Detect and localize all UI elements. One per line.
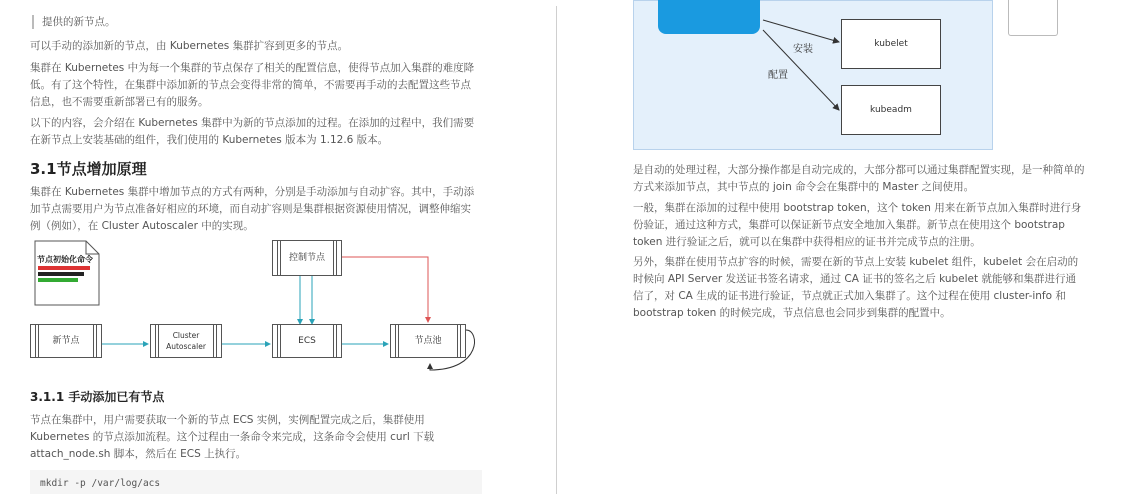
node-new	[30, 324, 102, 358]
node-pool	[390, 324, 466, 358]
node-pool-label: 节点池	[414, 335, 442, 346]
document-title: 节点初始化命令	[37, 255, 93, 264]
arrow-label-config: 配置	[768, 70, 788, 81]
intro-paragraph-3: 以下的内容，会介绍在 Kubernetes 集群中为新的节点添加的过程。在添加的过程中，我们需要在新节点上安装基础的组件，我们使用的 Kubernetes 版本为 1.12.6 版本。	[30, 117, 475, 146]
subsection-title: 3.1.1 手动添加已有节点	[30, 390, 165, 404]
node-control	[272, 240, 342, 276]
right-paragraph-1: 是自动的处理过程，大部分操作都是自动完成的，大部分都可以通过集群配置实现，是一种简单的方式来添加节点，其中节点的 join 命令会在集群中的 Master 之间使用。	[633, 164, 1085, 193]
arrow-label-install: 安装	[793, 44, 813, 55]
subsection-paragraph: 节点在集群中，用户需要获取一个新的节点 ECS 实例，实例配置完成之后，集群使用 Kubernetes 的节点添加流程。这个过程由一条命令来完成，这条命令会使用 curl 下载 attach_node.sh 脚本，然后在 ECS 上执行。	[30, 414, 435, 460]
quote-text: 提供的新节点。	[42, 16, 116, 28]
intro-paragraph-1: 可以手动的添加新的节点，由 Kubernetes 集群扩容到更多的节点。	[30, 40, 349, 52]
code-line: mkdir -p /var/log/acs	[40, 478, 161, 489]
component-kubelet	[841, 19, 941, 69]
node-ca-label-1: Cluster	[172, 331, 200, 340]
right-paragraph-3: 另外，集群在使用节点扩容的时候，需要在新的节点上安装 kubelet 组件，kubelet 会在启动的时候向 API Server 发送证书签名请求，通过 CA 证书的签名之后 kubelet 就能够和集群进行通信了，对 CA 生成的证书进行验证，节点就正式加入集群了。这个过程在使用 cluster-info 和 bootstrap token 的时候完成，节点信息也会同步到集群的配置中。	[633, 256, 1079, 319]
right-paragraph-2: 一般，集群在添加的过程中使用 bootstrap token，这个 token 用来在新节点加入集群时进行身份验证，通过这种方式，集群可以保证新节点安全地加入集群。新节点在使用这个 bootstrap token 进行验证之后，就可以在集群中获得相应的证书并完成节点的注册。	[633, 202, 1082, 248]
quote-bar	[32, 15, 34, 29]
corner-box	[1008, 0, 1058, 36]
intro-paragraph-2: 集群在 Kubernetes 中为每一个集群的节点保存了相关的配置信息，使得节点加入集群的难度降低。有了这个特性，在集群中添加新的节点会变得非常的简单，不需要再手动的去配置这些节点信息，也不需要重新部署已有的服务。	[30, 62, 475, 108]
document-page-left	[0, 0, 556, 494]
node-ecs-label: ECS	[298, 335, 316, 346]
node-new-label: 新节点	[52, 335, 80, 346]
node-ecs	[272, 324, 342, 358]
node-ca-label-2: Autoscaler	[166, 342, 206, 351]
component-kubeadm	[841, 85, 941, 135]
component-kubeadm-label: kubeadm	[870, 105, 912, 115]
node-cluster-autoscaler	[150, 324, 222, 358]
code-block	[30, 470, 482, 494]
page-divider	[556, 6, 557, 494]
component-kubelet-label: kubelet	[874, 39, 908, 49]
section-paragraph: 集群在 Kubernetes 集群中增加节点的方式有两种，分别是手动添加与自动扩容。其中，手动添加节点需要用户为节点准备好相应的环境，而自动扩容则是集群根据资源使用情况，调整伸缩实例（例如），在 Cluster Autoscaler 中的实现。	[30, 186, 475, 232]
node-control-label: 控制节点	[288, 252, 325, 263]
section-title: 3.1节点增加原理	[30, 160, 147, 178]
